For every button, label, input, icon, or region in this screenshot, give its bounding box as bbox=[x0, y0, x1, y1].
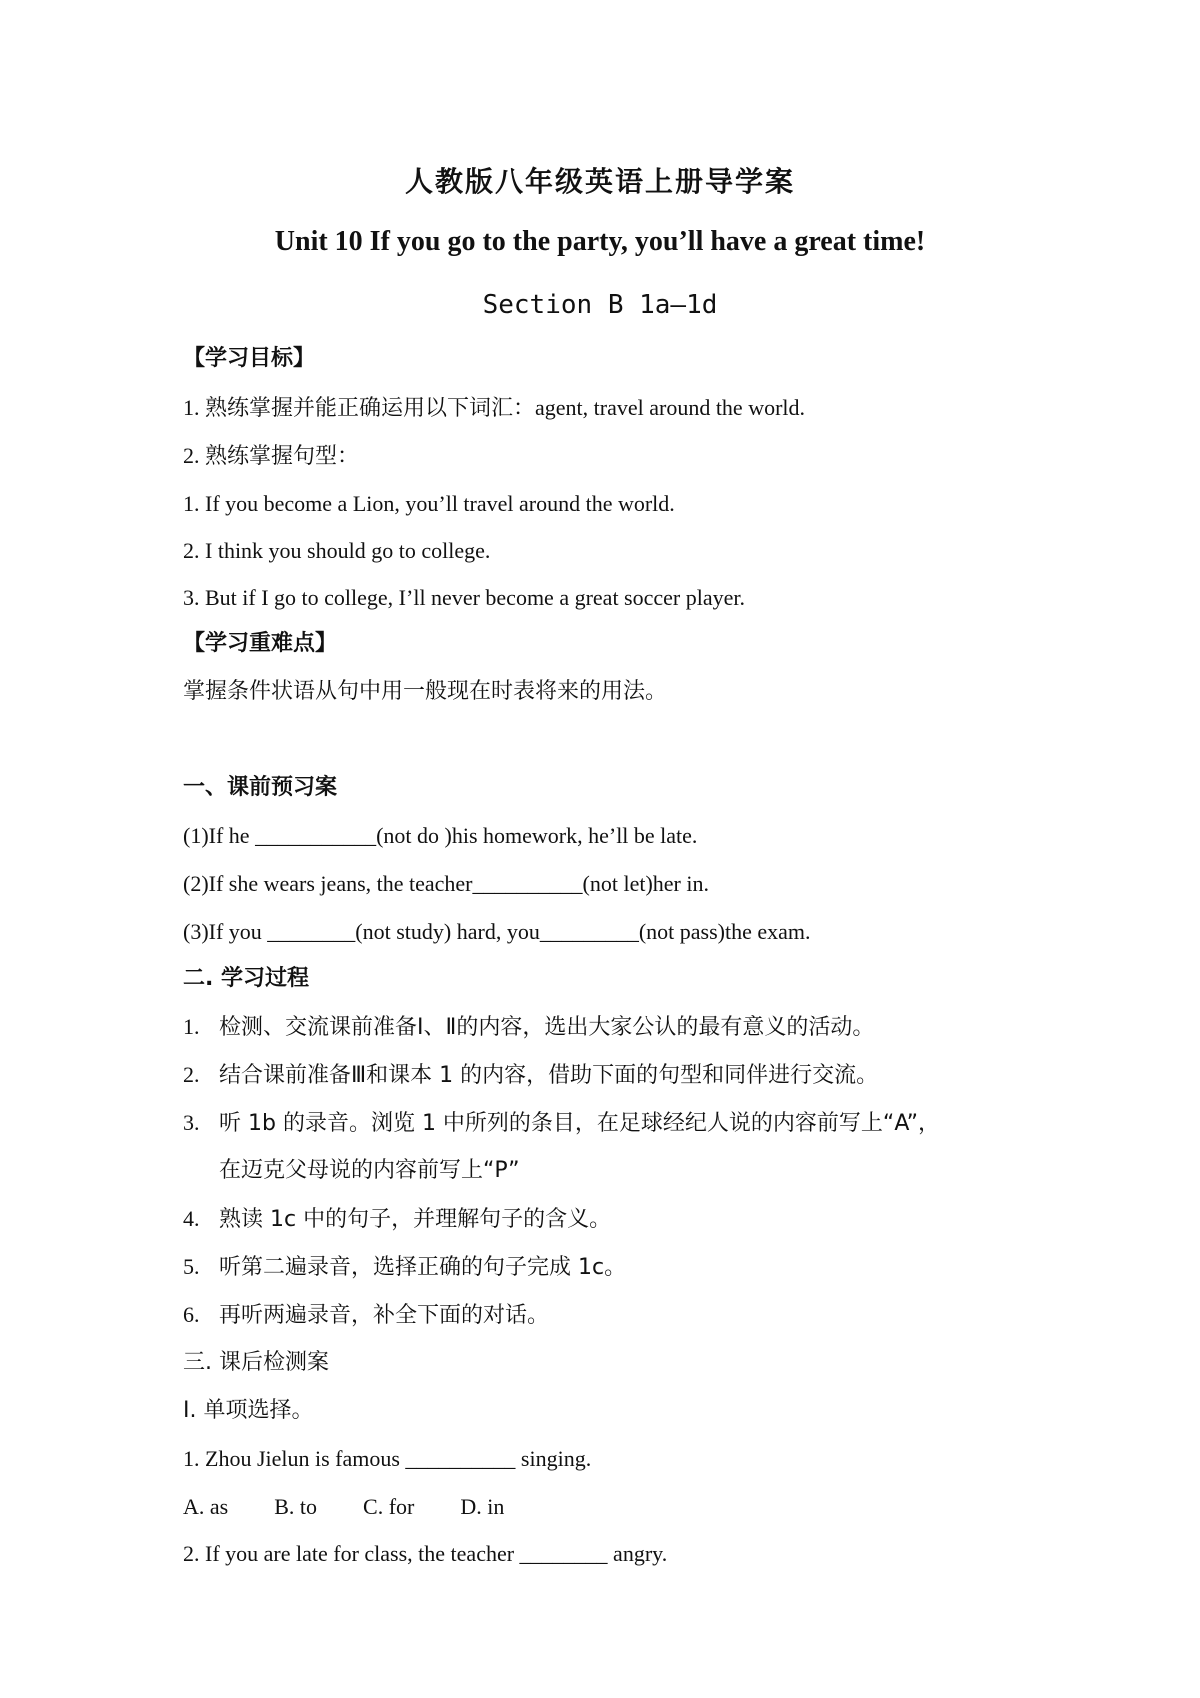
preview-heading: 一、课前预习案 bbox=[183, 775, 338, 800]
process-item bbox=[183, 1253, 626, 1282]
process-item bbox=[183, 1301, 549, 1330]
process-item-number: 2. bbox=[183, 1062, 200, 1087]
preview-item: (2)If she wears jeans, the teacher__________(not let)her in. bbox=[183, 871, 709, 896]
process-item-text: 听 1b 的录音。浏览 1 中所列的条目，在足球经纪人说的内容前写上“A”， bbox=[219, 1111, 941, 1136]
process-item-text: 熟读 1c 中的句子，并理解句子的含义。 bbox=[219, 1207, 612, 1232]
process-item-number: 6. bbox=[183, 1302, 200, 1327]
key-points-text: 掌握条件状语从句中用一般现在时表将来的用法。 bbox=[183, 679, 668, 704]
section-title: Section B 1a—1d bbox=[482, 290, 718, 320]
process-item bbox=[183, 1205, 611, 1234]
preview-item: (1)If he ___________(not do )his homework, he’ll be late. bbox=[183, 823, 698, 848]
goal-item: 1. 熟练掌握并能正确运用以下词汇：agent, travel around the world. bbox=[183, 395, 806, 420]
process-item-text: 再听两遍录音，补全下面的对话。 bbox=[219, 1303, 550, 1328]
key-points-heading: 【学习重难点】 bbox=[183, 631, 338, 656]
goal-item: 1. If you become a Lion, you’ll travel around the world. bbox=[183, 491, 675, 516]
goals-heading: 【学习目标】 bbox=[183, 346, 316, 371]
process-item-number: 4. bbox=[183, 1206, 200, 1231]
question-1-options bbox=[183, 1493, 550, 1521]
option-b: B. to bbox=[274, 1494, 318, 1519]
process-item-number: 1. bbox=[183, 1014, 200, 1039]
goal-item: 2. 熟练掌握句型： bbox=[183, 443, 360, 468]
check-heading: 三. 课后检测案 bbox=[183, 1350, 329, 1375]
document-title: 人教版八年级英语上册导学案 bbox=[404, 165, 795, 198]
preview-item: (3)If you ________(not study) hard, you_________(not pass)the exam. bbox=[183, 919, 811, 944]
process-item bbox=[183, 1013, 874, 1042]
process-item-text: 结合课前准备Ⅲ和课本 1 的内容，借助下面的句型和同伴进行交流。 bbox=[219, 1063, 879, 1088]
goal-item: 3. But if I go to college, I’ll never become a great soccer player. bbox=[183, 585, 745, 610]
goal-item: 2. I think you should go to college. bbox=[183, 538, 491, 563]
process-item-text: 检测、交流课前准备Ⅰ、Ⅱ的内容，选出大家公认的最有意义的活动。 bbox=[219, 1015, 875, 1040]
question-2: 2. If you are late for class, the teacher ________ angry. bbox=[183, 1541, 668, 1566]
process-item bbox=[183, 1061, 878, 1090]
process-item bbox=[183, 1157, 519, 1185]
option-a: A. as bbox=[183, 1494, 229, 1519]
process-heading: 二. 学习过程 bbox=[183, 966, 310, 991]
process-item-number: 3. bbox=[183, 1110, 200, 1135]
option-c: C. for bbox=[363, 1494, 415, 1519]
process-item-text: 听第二遍录音，选择正确的句子完成 1c。 bbox=[219, 1255, 627, 1280]
unit-title: Unit 10 If you go to the party, you’ll have a great time! bbox=[274, 226, 926, 257]
process-item-number: 5. bbox=[183, 1254, 200, 1279]
option-d: D. in bbox=[460, 1494, 505, 1519]
process-item-text: 在迈克父母说的内容前写上“P” bbox=[219, 1158, 520, 1183]
question-1: 1. Zhou Jielun is famous __________ singing. bbox=[183, 1446, 592, 1471]
check-subheading: Ⅰ. 单项选择。 bbox=[183, 1398, 314, 1423]
process-item bbox=[183, 1109, 940, 1138]
